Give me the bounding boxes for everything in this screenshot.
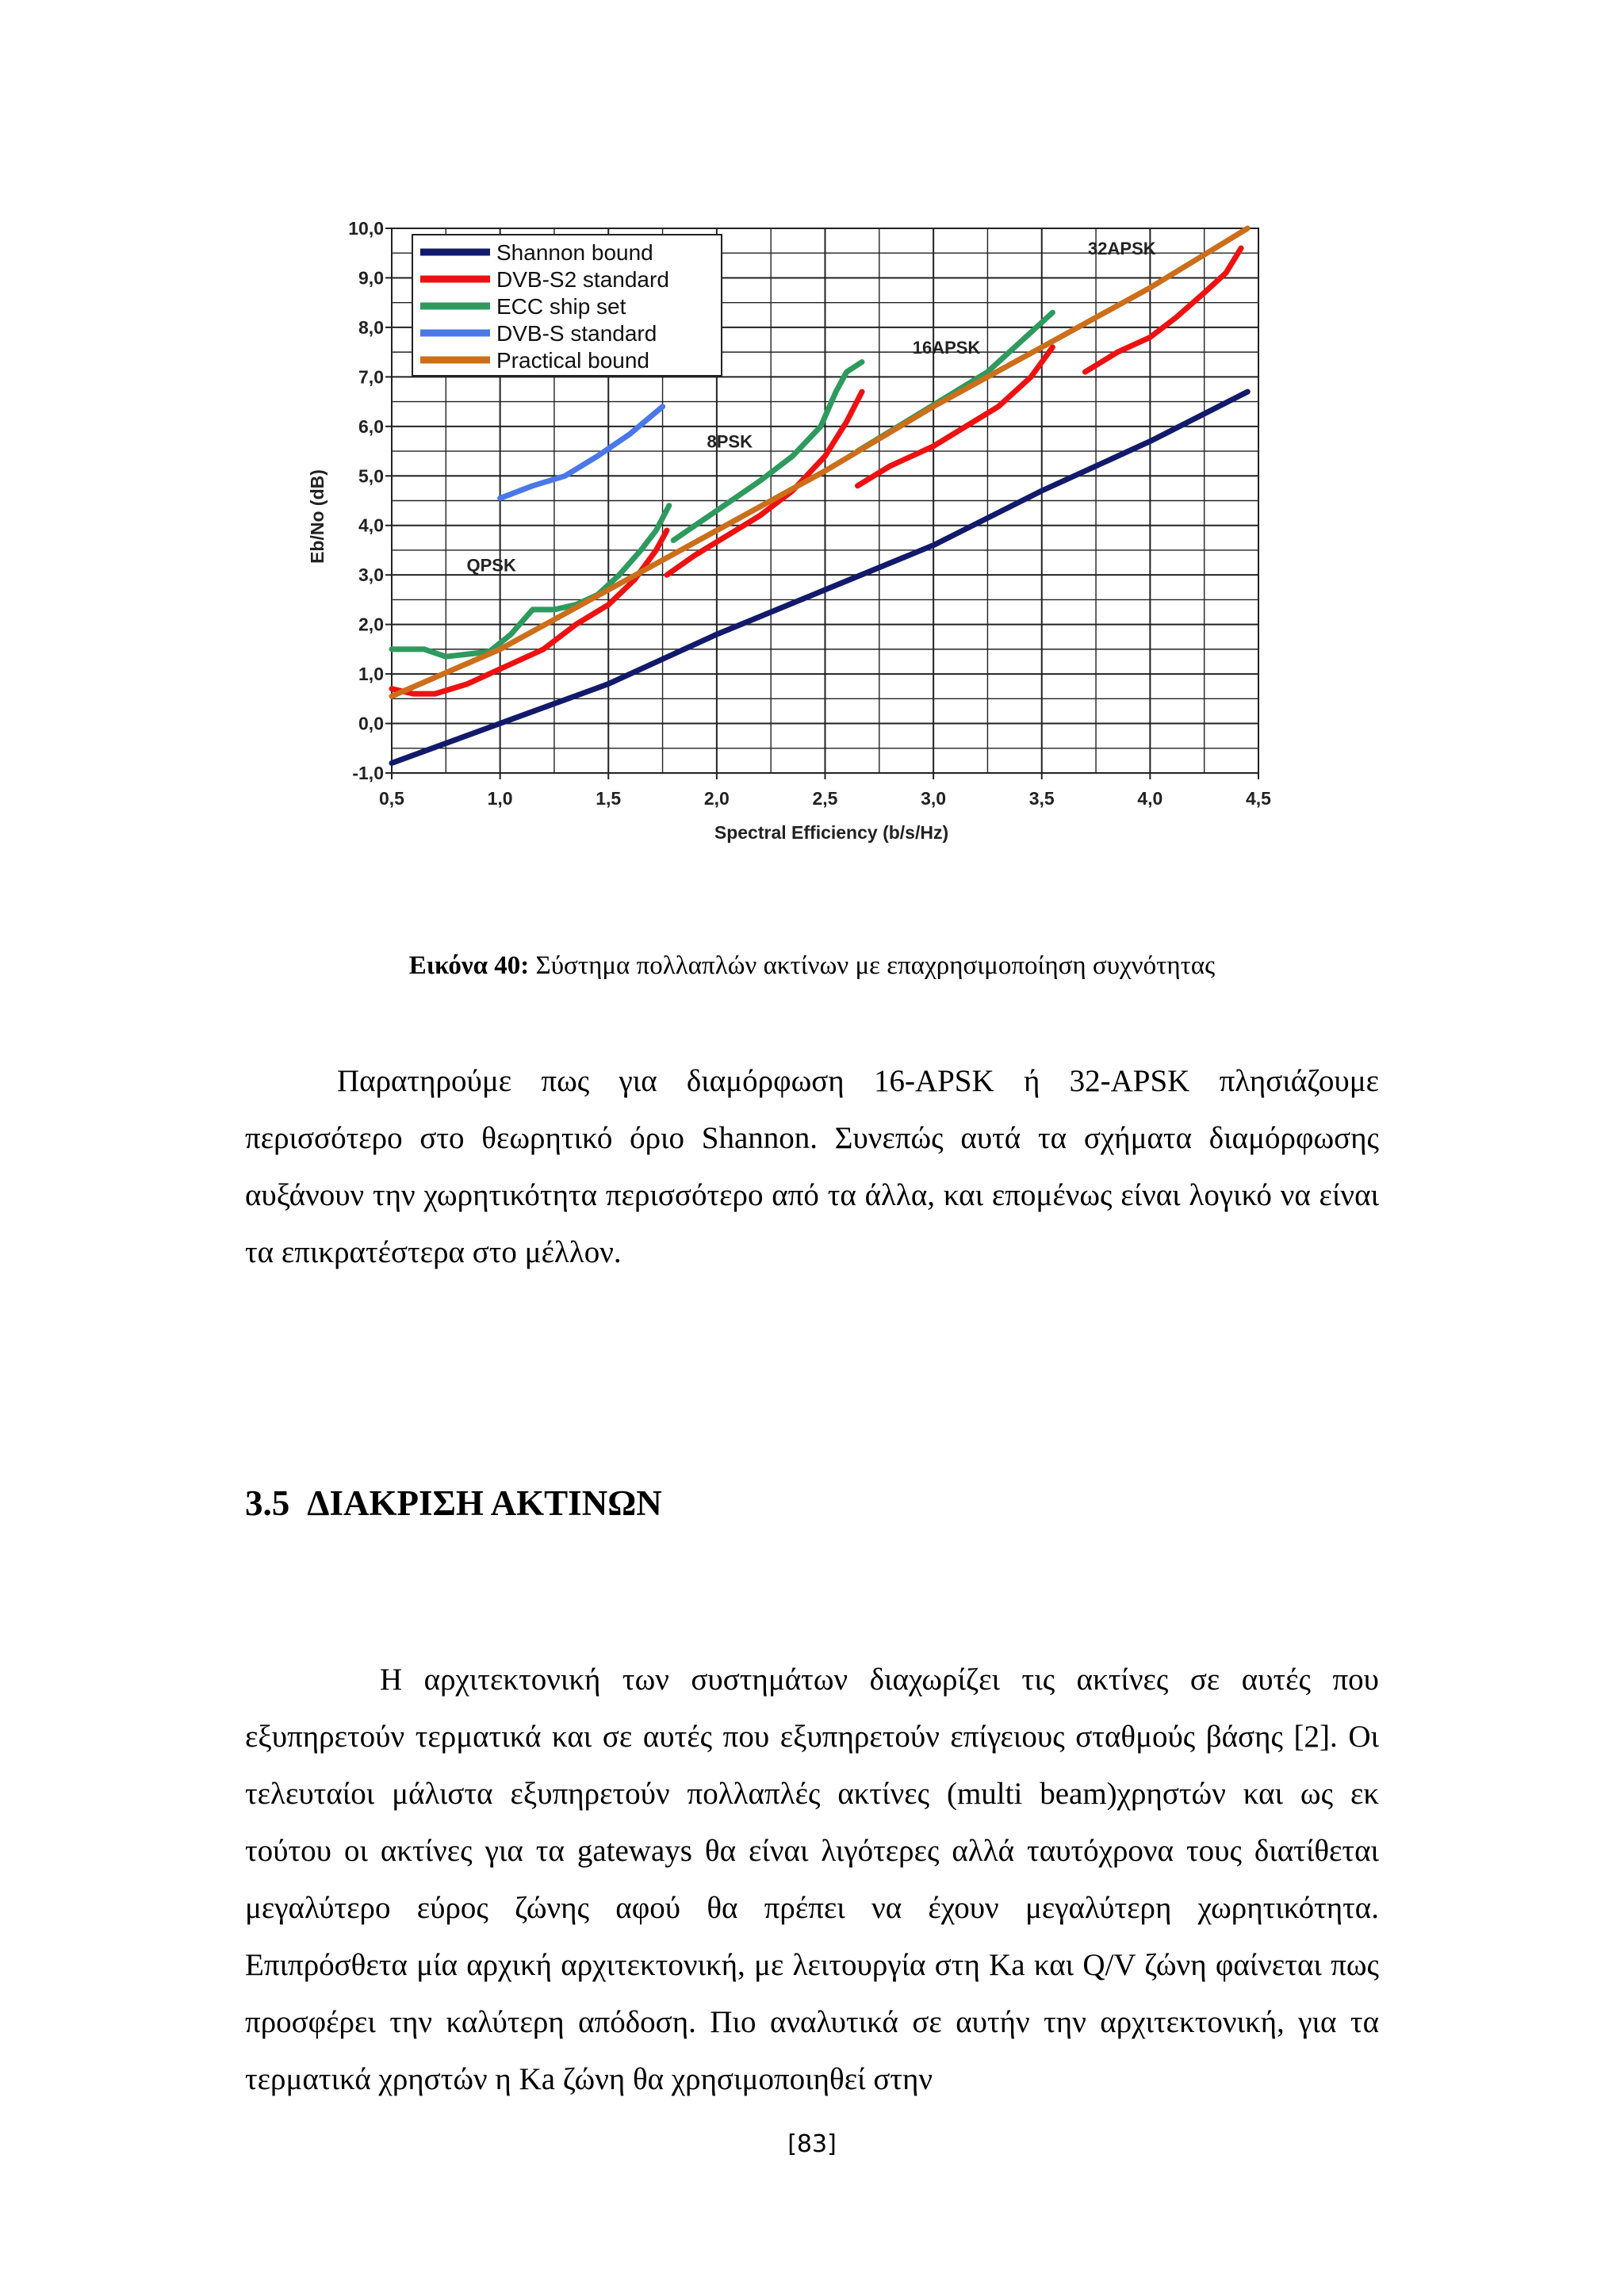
legend-entry: DVB-S standard	[496, 321, 657, 346]
annotation-qpsk: QPSK	[466, 555, 516, 576]
y-tick-label: 6,0	[358, 415, 384, 437]
y-tick-label: 9,0	[358, 267, 384, 289]
x-tick-label: 3,5	[1028, 788, 1055, 809]
chart-figure	[0, 0, 1624, 896]
x-tick-label: 0,5	[379, 788, 404, 809]
legend-entry: Shannon bound	[496, 240, 653, 265]
x-axis-label: Spectral Efficiency (b/s/Hz)	[714, 822, 949, 843]
series-line-shannon-bound	[392, 392, 1247, 763]
y-axis-label: Eb/No (dB)	[307, 469, 327, 564]
series-line-dvb-s2-standard	[667, 392, 862, 575]
figure-caption-text: Σύστημα πολλαπλών ακτίνων με επαχρησιμοποίηση συχνότητας	[529, 951, 1216, 980]
figure-caption	[0, 951, 1624, 981]
y-tick-label: 8,0	[358, 316, 384, 338]
annotation-16apsk: 16APSK	[912, 337, 981, 358]
chart-legend	[412, 235, 722, 376]
annotation-8psk: 8PSK	[707, 431, 753, 452]
section-number: 3.5	[245, 1483, 290, 1523]
y-tick-label: 0,0	[358, 713, 384, 734]
section-title: ΔΙΑΚΡΙΣΗ ΑΚΤΙΝΩΝ	[307, 1483, 662, 1523]
legend-entry: ECC ship set	[496, 294, 626, 319]
x-tick-label: 2,5	[812, 788, 838, 809]
y-tick-label: 2,0	[358, 614, 384, 635]
x-tick-label: 4,0	[1137, 788, 1163, 809]
legend-entry: DVB-S2 standard	[496, 267, 669, 292]
series-line-dvb-s-standard	[500, 407, 663, 499]
paragraph-modulation: Παρατηρούμε πως για διαμόρφωση 16-APSK ή 32-APSK πλησιάζουμε περισσότερο στο θεωρητικό όριο Shannon. Συνεπώς αυτά τα σχήματα διαμόρφωσης αυξάνουν την χωρητικότητα περισσότερο από τα άλλα, και επομένως είναι λογικό να είναι τα επικρατέστερα στο μέλλον.	[245, 1064, 1379, 1269]
x-tick-label: 1,0	[487, 788, 513, 809]
x-tick-label: 3,0	[921, 788, 947, 809]
y-tick-label: -1,0	[352, 763, 384, 783]
x-tick-label: 1,5	[596, 788, 622, 809]
section-heading	[245, 1483, 680, 1524]
y-tick-label: 10,0	[348, 218, 384, 239]
y-tick-label: 3,0	[358, 564, 384, 586]
page-number: [83]	[787, 2130, 837, 2158]
series-line-dvb-s2-standard	[858, 347, 1053, 486]
y-tick-label: 5,0	[358, 465, 384, 487]
paragraph-beam-architecture: Η αρχιτεκτονική των συστημάτων διαχωρίζει τις ακτίνες σε αυτές που εξυπηρετούν τερματικά και σε αυτές που εξυπηρετούν επίγειους σταθμούς βάσης [2]. Οι τελευταίοι μάλιστα εξυπηρετούν πολλαπλές ακτίνες (multi beam)χρηστών και ως εκ τούτου οι ακτίνες για τα gateways θα είναι λιγότερες αλλά ταυτόχρονα τους διατίθεται μεγαλύτερο εύρος ζώνης αφού θα πρέπει να έχουν μεγαλύτερη χωρητικότητα. Επιπρόσθετα μία αρχική αρχιτεκτονική, με λειτουργία στη Ka και Q/V ζώνη φαίνεται πως προσφέρει την καλύτερη απόδοση. Πιο αναλυτικά σε αυτήν την αρχιτεκτονική, για τα τερματικά χρηστών η Ka ζώνη θα χρησιμοποιηθεί στην	[245, 1663, 1379, 2096]
y-tick-label: 4,0	[358, 515, 384, 536]
x-tick-label: 4,5	[1246, 788, 1271, 809]
y-tick-label: 7,0	[358, 366, 384, 388]
x-tick-label: 2,0	[703, 788, 730, 809]
legend-entry: Practical bound	[496, 348, 650, 373]
y-tick-label: 1,0	[358, 664, 384, 685]
annotation-32apsk: 32APSK	[1088, 238, 1156, 258]
figure-caption-label: Εικόνα 40:	[408, 951, 530, 980]
